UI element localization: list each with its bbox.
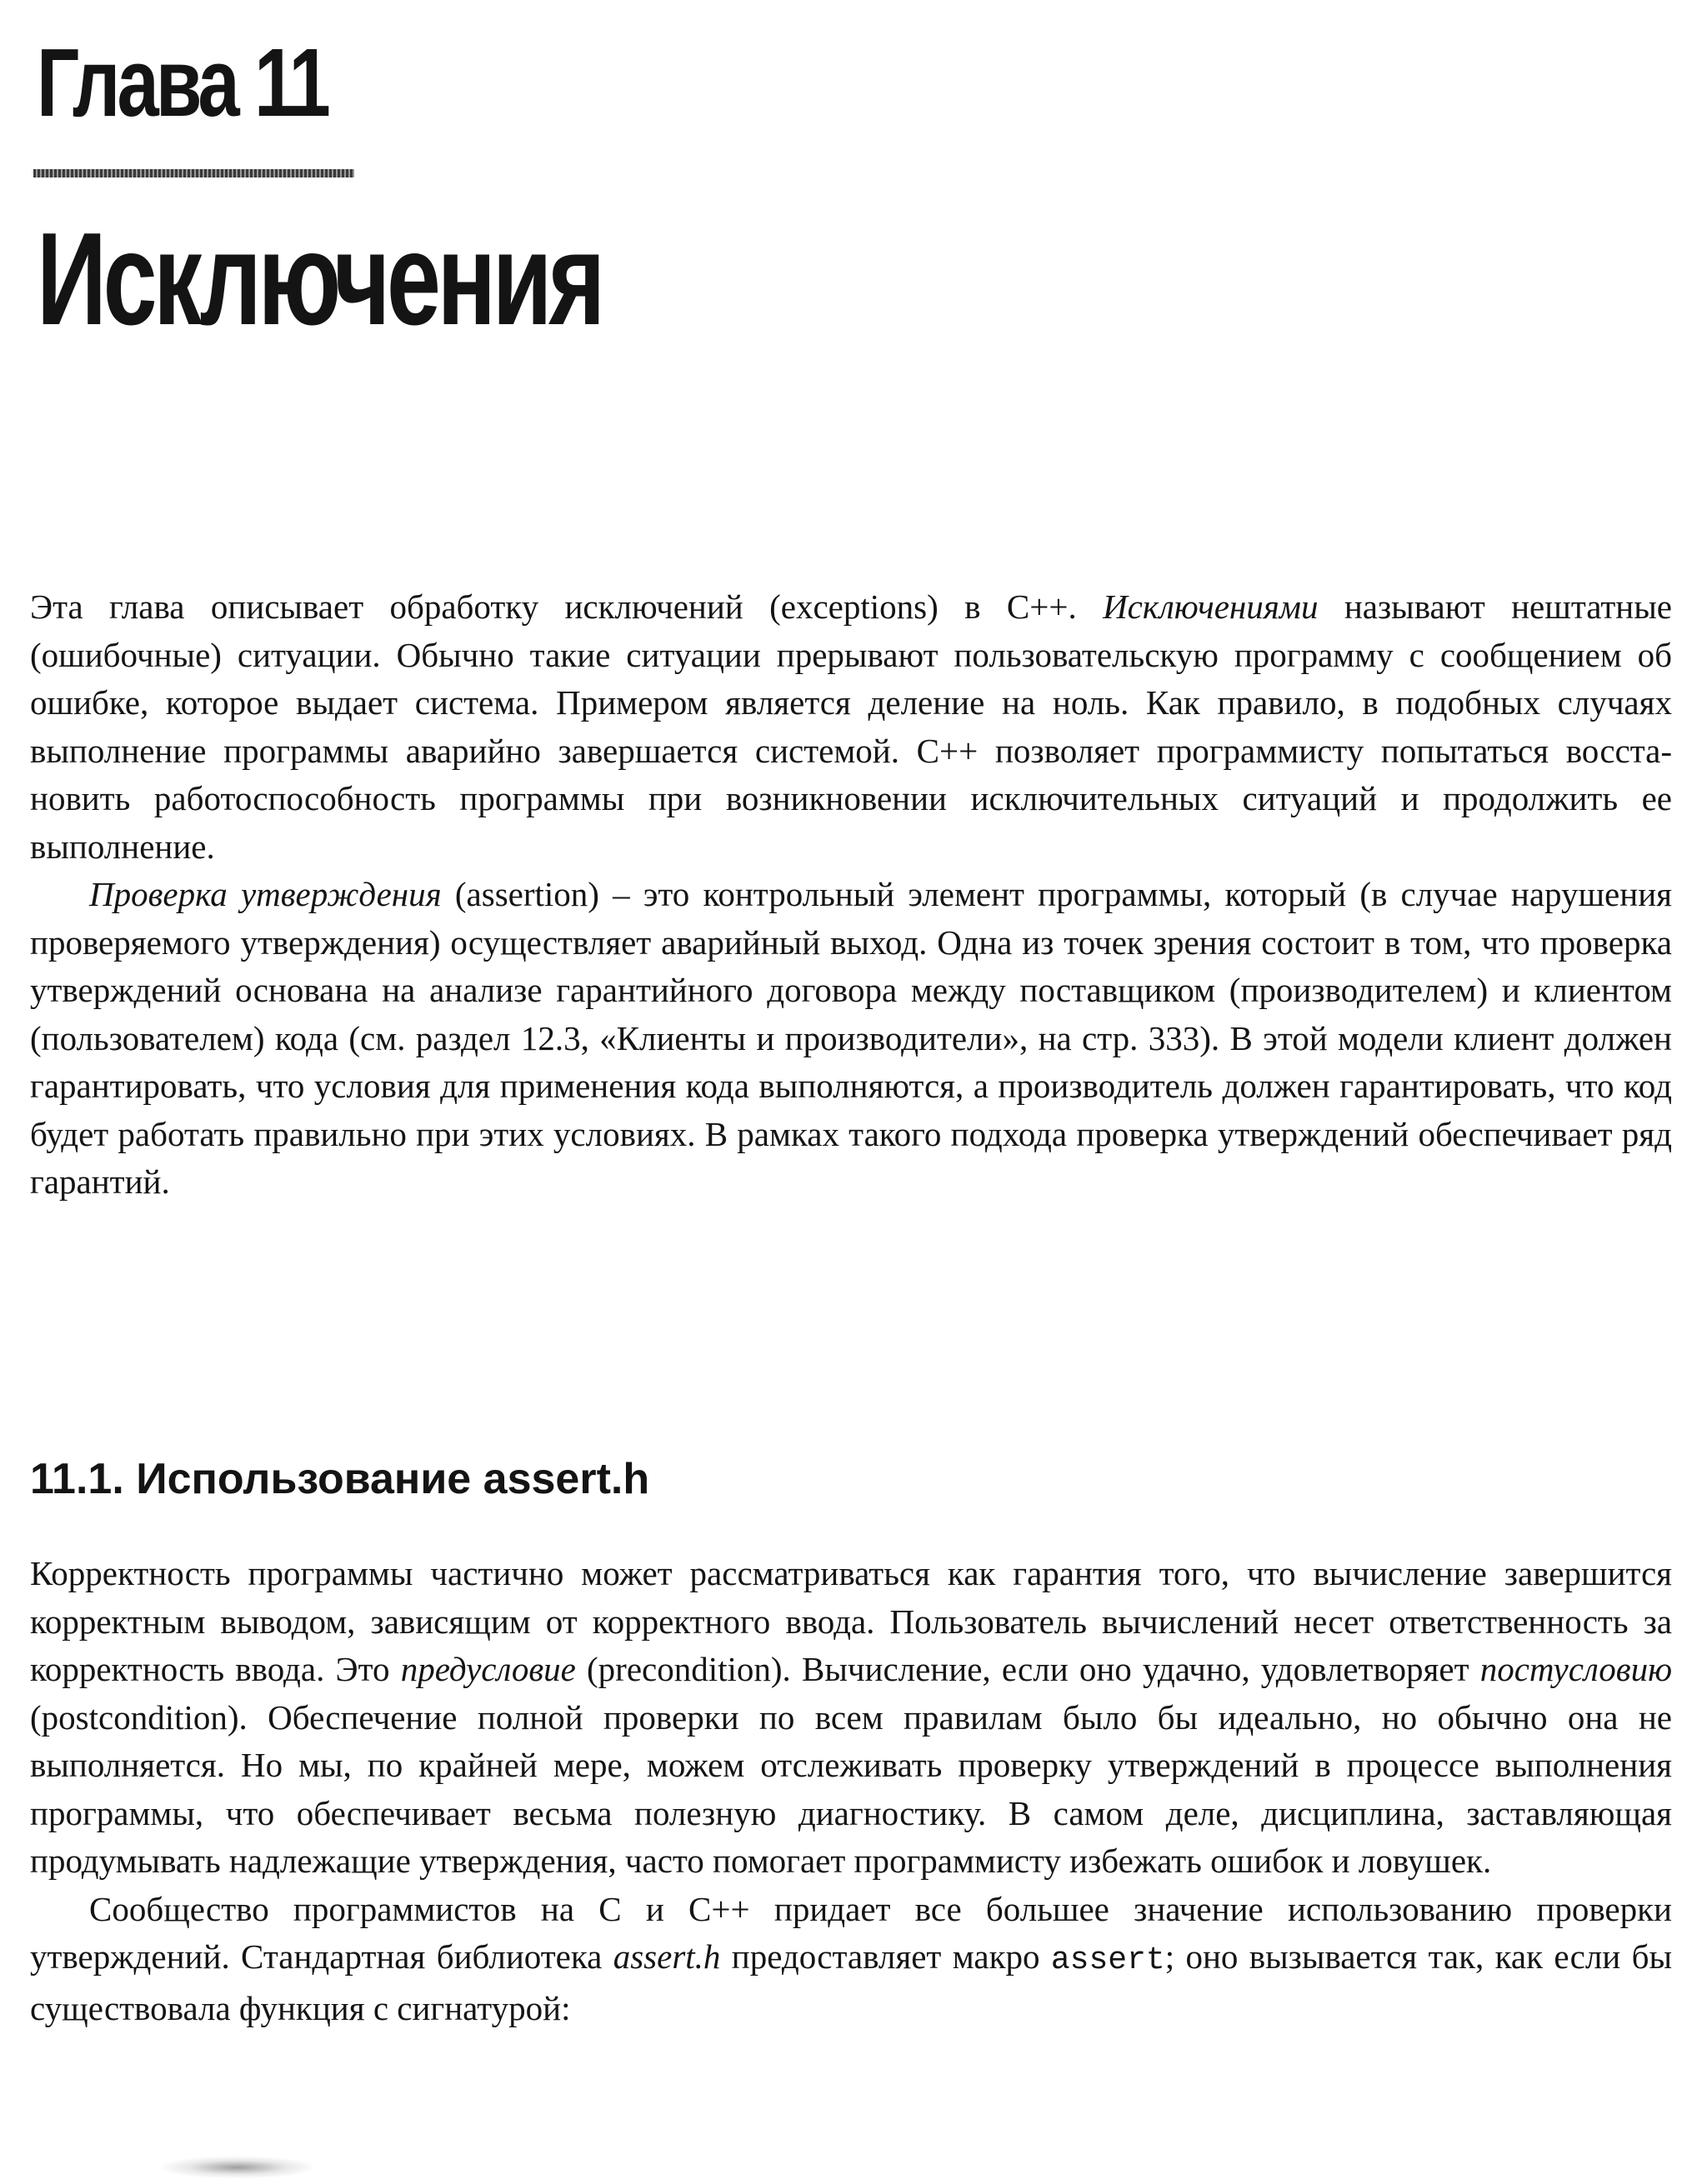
intro-paragraph-1-part: называют нештатные (ошибочные) ситуации. Обычно такие ситуации прерывают пользовательскую программу с сообщением об ошибке, которое выдает система. Примером является деление на ноль. Как правило, в подобных случаях выполнение программы аварийно завершается системой. C++ позволяет программисту попытаться восстановить работоспособность программы при возникновении исключительных ситуаций и продолжить ее выполнение.: [30, 587, 1672, 866]
term-postcondition: постусловию: [1479, 1650, 1672, 1688]
section-paragraph-2-part: предоставляет макро: [720, 1937, 1051, 1976]
intro-paragraph-1-part: Эта глава описывает обработку исключений (exceptions) в C++.: [30, 587, 1104, 626]
section-paragraph-1: [30, 1550, 1672, 1886]
intro-paragraph-2-part: (assertion) – это контрольный элемент программы, который (в случае нарушения проверяемого утверждения) осуществляет аварийный выход. Одна из точек зрения состоит в том, что проверка утверждений основана на анализе гарантийного договора между поставщиком (производителем) и клиентом (пользователем) кода (см. раздел 12.3, «Клиенты и производители», на стр. 333). В этой модели клиент должен гарантировать, что условия для применения кода выполняются, а производитель должен гарантировать, что код будет работать правильно при этих условиях. В рамках такого подхода проверка утверждений обеспечивает ряд гарантий.: [30, 875, 1672, 1201]
intro-paragraph-2: [30, 871, 1672, 1207]
section-paragraph-1-part: (precondition). Вычисление, если оно удачно, удовлетворяет: [575, 1650, 1480, 1688]
section-paragraph-1-part: Корректность программы частично может рассматриваться как гарантия того, что вычисление завершится корректным выводом, зависящим от корректного ввода. Пользователь вычислений несет ответственность за корректность ввода. Это: [30, 1554, 1672, 1688]
scan-artifact: [163, 2157, 313, 2178]
library-name: assert.h: [613, 1937, 721, 1976]
section-text: [30, 1550, 1672, 2032]
chapter-divider: [33, 169, 354, 177]
intro-text: [30, 583, 1672, 1207]
term-assertion: Проверка утверждения: [89, 875, 442, 913]
term-exceptions: Исключениями: [1103, 587, 1319, 626]
section-heading: 11.1. Использование assert.h: [30, 1455, 650, 1503]
term-precondition: предусловие: [400, 1650, 576, 1688]
chapter-label: Глава 11: [37, 28, 328, 137]
section-paragraph-2-part: ; оно вызывается так, как если бы существовала функция с сигнатурой:: [30, 1937, 1673, 2027]
section-paragraph-2-part: Сообщество программистов на C и C++ придает все большее значение использованию проверки утверждений. Стандартная библиотека: [30, 1889, 1672, 1976]
section-paragraph-1-part: (postcondition). Обеспечение полной проверки по всем правилам было бы идеально, но обычно она не выполняется. Но мы, по крайней мере, можем отслеживать проверку утверждений в процессе выполнения программы, что обеспечивает весьма полезную диагностику. В самом деле, дисциплина, заставляющая продумывать надлежащие утверждения, часто помогает программисту избежать ошибок и ловушек.: [30, 1697, 1672, 1880]
chapter-title: Исключения: [37, 206, 602, 352]
section-paragraph-2: [30, 1886, 1672, 2033]
code-assert: assert: [1050, 1942, 1165, 1978]
intro-paragraph-1: [30, 583, 1672, 871]
